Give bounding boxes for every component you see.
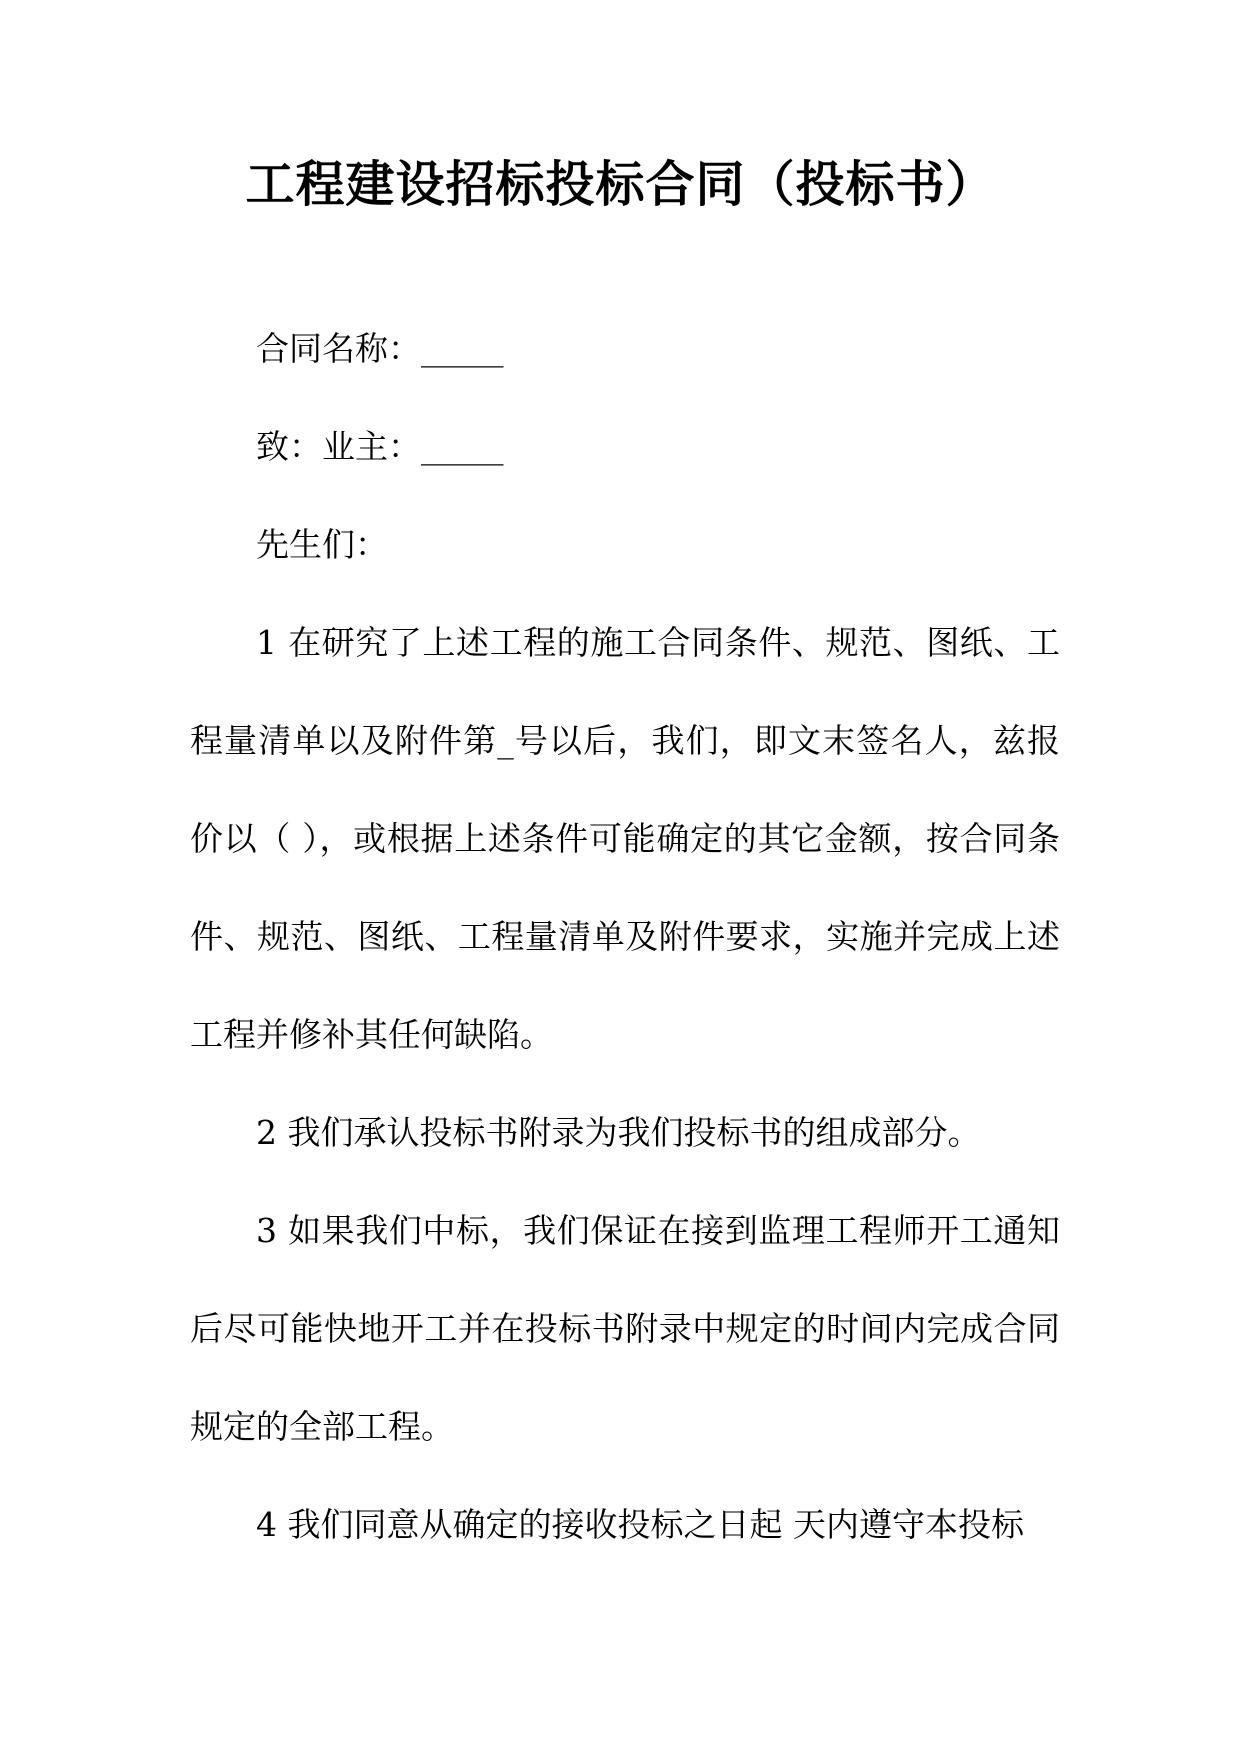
paragraph-clause-4: 4 我们同意从确定的接收投标之日起 天内遵守本投标: [256, 1505, 1024, 1544]
paragraph-addressee: 致：业主：_____: [256, 427, 504, 466]
document-body: [190, 300, 1060, 1574]
paragraph-clause-2: 2 我们承认投标书附录为我们投标书的组成部分。: [256, 1113, 981, 1152]
paragraph-clause-3: 3 如果我们中标，我们保证在接到监理工程师开工通知后尽可能快地开工并在投标书附录中规定的时间内完成合同规定的全部工程。: [190, 1211, 1060, 1446]
paragraph-contract-name: 合同名称：_____: [256, 329, 504, 368]
paragraph-salutation: 先生们：: [256, 525, 388, 564]
document-title: 工程建设招标投标合同（投标书）: [245, 156, 996, 213]
paragraph-clause-1: 1 在研究了上述工程的施工合同条件、规范、图纸、工程量清单以及附件第_号以后，我们，即文末签名人，兹报价以（ ），或根据上述条件可能确定的其它金额，按合同条件、规范、图纸、工程量清单及附件要求，实施并完成上述工程并修补其任何缺陷。: [190, 623, 1060, 1054]
